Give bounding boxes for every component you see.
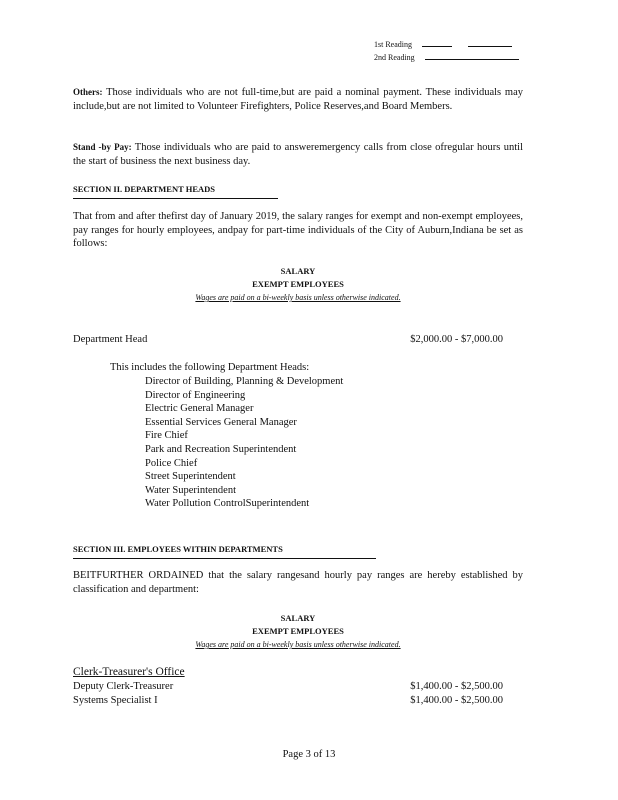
standby-term: Stand -by Pay:: [73, 142, 132, 152]
list-item: Water Pollution ControlSuperintendent: [145, 498, 310, 510]
standby-paragraph: [73, 141, 523, 168]
list-item: Street Superintendent: [145, 471, 236, 483]
readings-block: [374, 38, 534, 64]
others-term: Others:: [73, 87, 103, 97]
heads-intro: This includes the following Department Heads:: [110, 362, 310, 373]
list-item: Police Chief: [145, 457, 198, 469]
office-title: Clerk-Treasurer's Office: [73, 666, 185, 678]
page-footer: Page 3 of 13: [282, 749, 336, 760]
position-label: Systems Specialist I: [73, 695, 158, 706]
first-reading-label: 1st Reading: [374, 40, 412, 49]
standby-text: Those individuals who are paid to answeremergency calls from close ofregular hours until the start of business the next business day.: [73, 142, 523, 167]
section-2-heading: [73, 183, 215, 197]
section-3-title: SECTION III. EMPLOYEES WITHIN DEPARTMENTS: [73, 544, 283, 554]
position-range: $1,400.00 - $2,500.00: [410, 681, 503, 692]
others-text: Those individuals who are not full-time,but are paid a nominal payment. These individuals may include,but are not limited to Volunteer Firefighters, Police Reserves,and Board Members.: [73, 87, 523, 112]
department-head-label: Department Head: [73, 334, 148, 345]
section-2-paragraph: That from and after thefirst day of January 2019, the salary ranges for exempt and non-exempt employees, pay ranges for hourly employees, andpay for part-time individuals of the City of Auburn,Indiana be set as follows:: [73, 211, 523, 250]
department-head-row: [73, 333, 503, 347]
salary-header-1: [73, 265, 523, 304]
second-reading-blank: [425, 51, 519, 60]
salary-header-1-line2: EXEMPT EMPLOYEES: [252, 279, 344, 289]
position-label: Deputy Clerk-Treasurer: [73, 681, 174, 692]
list-item: Water Superintendent: [145, 484, 236, 496]
others-paragraph: [73, 86, 523, 113]
list-item: Park and Recreation Superintendent: [145, 443, 297, 455]
list-item: Director of Building, Planning & Development: [145, 376, 344, 387]
position-range: $1,400.00 - $2,500.00: [410, 695, 503, 706]
section-3-heading: [73, 543, 283, 557]
list-item: Director of Engineering: [145, 389, 246, 401]
list-item: Fire Chief: [145, 430, 188, 442]
salary-header-2-line2: EXEMPT EMPLOYEES: [252, 626, 344, 636]
list-item: Essential Services General Manager: [145, 416, 297, 428]
salary-header-1-note: Wages are paid on a bi-weekly basis unless otherwise indicated.: [195, 293, 401, 302]
section-2-underline: [73, 198, 278, 199]
table-row: [73, 680, 503, 694]
department-heads-list: [145, 375, 343, 511]
second-reading-label: 2nd Reading: [374, 53, 415, 62]
salary-header-2: [73, 612, 523, 651]
first-reading-blank-2: [468, 38, 512, 47]
section-2-title: SECTION II. DEPARTMENT HEADS: [73, 184, 216, 194]
section-3-paragraph: BEITFURTHER ORDAINED that the salary rangesand hourly pay ranges are hereby established by classification and department:: [73, 570, 523, 595]
list-item: Electric General Manager: [145, 403, 254, 415]
salary-header-2-line1: SALARY: [280, 613, 316, 623]
section-3-underline: [73, 558, 376, 559]
salary-header-2-note: Wages are paid on a bi-weekly basis unless otherwise indicated.: [195, 640, 401, 649]
table-row: [73, 694, 503, 708]
salary-header-1-line1: SALARY: [280, 266, 316, 276]
department-head-range: $2,000.00 - $7,000.00: [410, 334, 503, 345]
first-reading-blank-1: [422, 38, 452, 47]
